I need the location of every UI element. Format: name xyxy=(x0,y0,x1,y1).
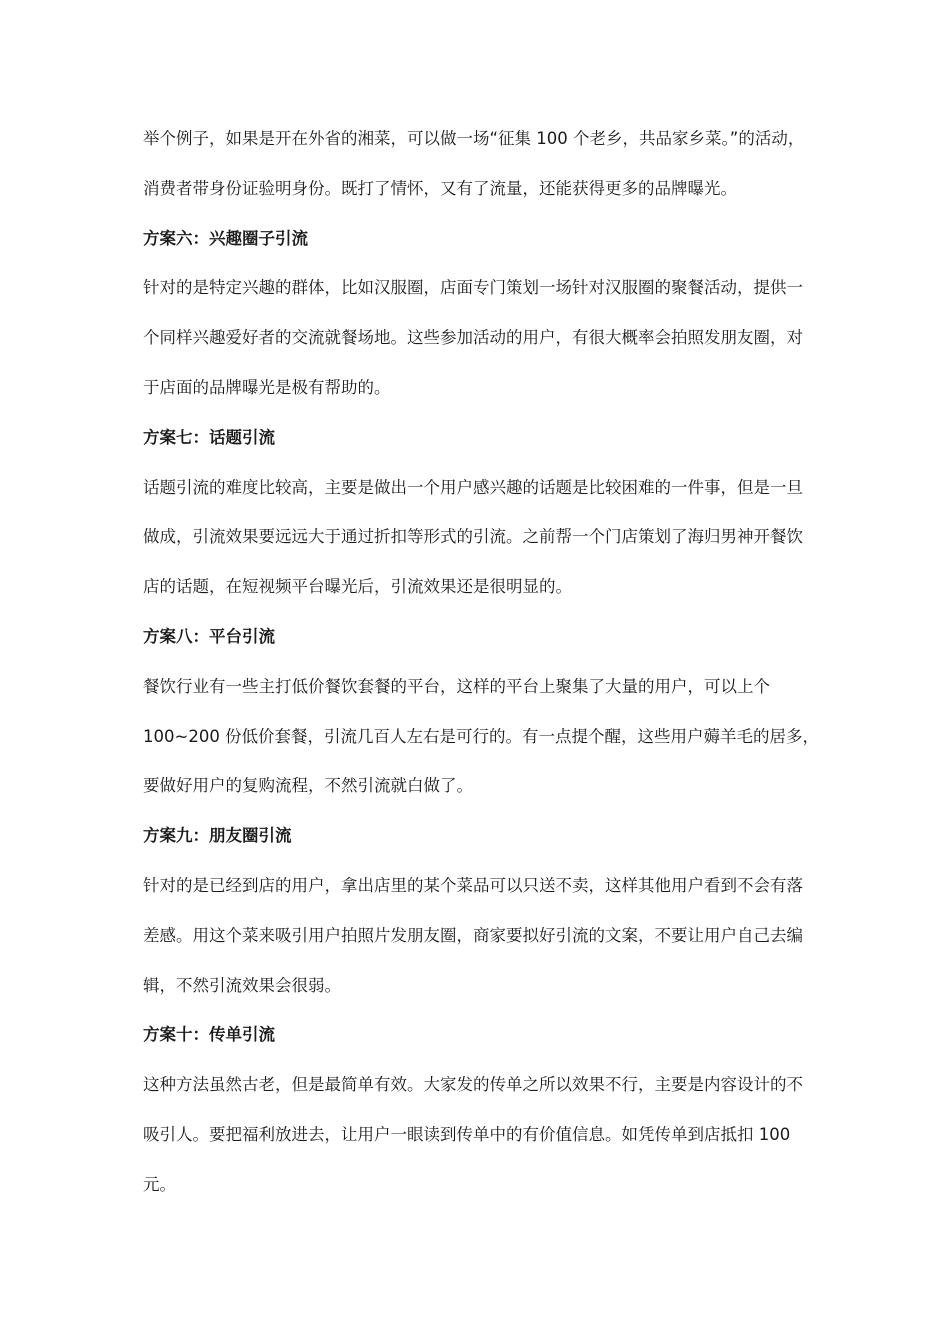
paragraph-line: 消费者带身份证验明身份。既打了情怀，又有了流量，还能获得更多的品牌曝光。 xyxy=(143,179,737,198)
section-heading: 方案七：话题引流 xyxy=(143,428,275,447)
paragraph-line: 话题引流的难度比较高，主要是做出一个用户感兴趣的话题是比较困难的一件事，但是一旦 xyxy=(143,478,803,497)
paragraph-line: 个同样兴趣爱好者的交流就餐场地。这些参加活动的用户，有很大概率会拍照发朋友圈，对 xyxy=(143,328,803,347)
section-heading: 方案九：朋友圈引流 xyxy=(143,826,292,845)
paragraph-line: 餐饮行业有一些主打低价餐饮套餐的平台，这样的平台上聚集了大量的用户，可以上个 xyxy=(143,677,770,696)
paragraph-line: 要做好用户的复购流程，不然引流就白做了。 xyxy=(143,776,473,795)
section-heading: 方案六：兴趣圈子引流 xyxy=(143,229,308,248)
paragraph-line: 针对的是已经到店的用户，拿出店里的某个菜品可以只送不卖，这样其他用户看到不会有落 xyxy=(143,876,803,895)
paragraph-line: 这种方法虽然古老，但是最简单有效。大家发的传单之所以效果不行，主要是内容设计的不 xyxy=(143,1075,803,1094)
paragraph-line: 差感。用这个菜来吸引用户拍照片发朋友圈，商家要拟好引流的文案，不要让用户自己去编 xyxy=(143,926,803,945)
paragraph-line: 辑，不然引流效果会很弱。 xyxy=(143,976,341,995)
paragraph-line: 针对的是特定兴趣的群体，比如汉服圈，店面专门策划一场针对汉服圈的聚餐活动，提供一 xyxy=(143,278,803,297)
paragraph-line: 做成，引流效果要远远大于通过折扣等形式的引流。之前帮一个门店策划了海归男神开餐饮 xyxy=(143,527,803,546)
paragraph-line: 元。 xyxy=(143,1175,176,1194)
section-heading: 方案八：平台引流 xyxy=(143,627,275,646)
paragraph-line: 于店面的品牌曝光是极有帮助的。 xyxy=(143,378,391,397)
paragraph-line: 100~200 份低价套餐，引流几百人左右是可行的。有一点提个醒，这些用户薅羊毛的居多， xyxy=(143,727,820,746)
section-heading: 方案十：传单引流 xyxy=(143,1025,275,1044)
paragraph-line: 店的话题，在短视频平台曝光后，引流效果还是很明显的。 xyxy=(143,577,572,596)
paragraph-line: 举个例子，如果是开在外省的湘菜，可以做一场“征集 100 个老乡，共品家乡菜。”的活动， xyxy=(143,129,805,148)
paragraph-line: 吸引人。要把福利放进去，让用户一眼读到传单中的有价值信息。如凭传单到店抵扣 100 xyxy=(143,1125,791,1144)
